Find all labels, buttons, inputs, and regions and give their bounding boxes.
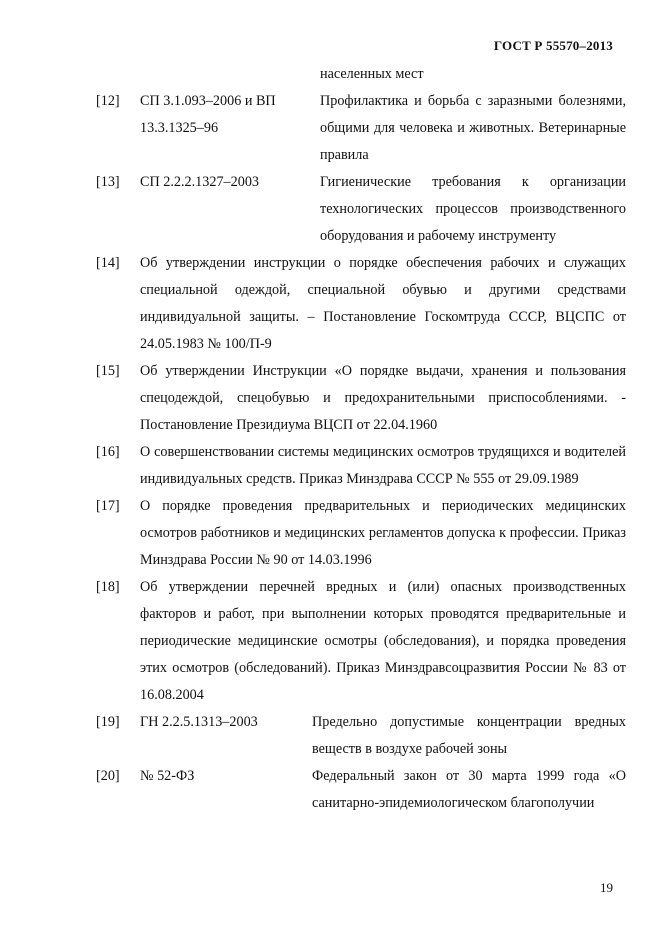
reference-entry-12 xyxy=(96,88,626,169)
reference-number: [14] xyxy=(96,255,120,271)
reference-number: [18] xyxy=(96,579,120,595)
reference-entry-14 xyxy=(96,250,626,358)
continued-title: населенных мест xyxy=(320,66,424,82)
document-header-code: ГОСТ Р 55570–2013 xyxy=(493,38,613,53)
reference-number: [16] xyxy=(96,444,120,460)
reference-title: Профилактика и борьба с заразными болезнями, общими для человека и животных. Ветеринарные правила xyxy=(320,93,626,163)
reference-text: Об утверждении Инструкции «О порядке выдачи, хранения и пользования спецодеждой, спецобувью и предохранительными приспособлениями. - Постановление Президиума ВЦСП от 22.04.1960 xyxy=(140,363,626,433)
reference-entry-17 xyxy=(96,493,626,574)
reference-number: [17] xyxy=(96,498,120,514)
reference-number: [19] xyxy=(96,714,120,730)
reference-title: Гигиенические требования к организации технологических процессов производственного оборудования и рабочему инструменту xyxy=(320,174,626,244)
reference-text: О совершенствовании системы медицинских осмотров трудящихся и водителей индивидуальных средств. Приказ Минздрава СССР № 555 от 29.09.1989 xyxy=(140,444,626,487)
reference-code: ГН 2.2.5.1313–2003 xyxy=(140,714,258,730)
reference-code: № 52-ФЗ xyxy=(140,768,195,784)
reference-code: СП 2.2.2.1327–2003 xyxy=(140,174,260,190)
reference-entry-20 xyxy=(96,763,626,817)
reference-code: СП 3.1.093–2006 и ВП 13.3.1325–96 xyxy=(140,93,276,136)
references-list xyxy=(96,61,626,817)
reference-title: Предельно допустимые концентрации вредных веществ в воздухе рабочей зоны xyxy=(312,714,626,757)
reference-text: Об утверждении перечней вредных и (или) опасных производственных факторов и работ, при выполнении которых проводятся предварительные и периодические медицинские осмотры (обследования), и порядка проведения этих осмотров (обследований). Приказ Минздравсоцразвития России № 83 от 16.08.2004 xyxy=(140,579,626,703)
reference-number: [12] xyxy=(96,93,120,109)
reference-entry-13 xyxy=(96,169,626,250)
reference-entry-16 xyxy=(96,439,626,493)
reference-entry-15 xyxy=(96,358,626,439)
reference-text: О порядке проведения предварительных и периодических медицинских осмотров работников и медицинских регламентов допуска к профессии. Приказ Минздрава России № 90 от 14.03.1996 xyxy=(140,498,626,568)
reference-title: Федеральный закон от 30 марта 1999 года «О санитарно-эпидемиологическом благополучии xyxy=(312,768,626,811)
page-number: 19 xyxy=(600,880,613,895)
reference-entry-19 xyxy=(96,709,626,763)
reference-text: Об утверждении инструкции о порядке обеспечения рабочих и служащих специальной одеждой, специальной обувью и другими средствами индивидуальной защиты. – Постановление Госкомтруда СССР, ВЦСПС от 24.05.1983 № 100/П-9 xyxy=(140,255,626,352)
reference-number: [15] xyxy=(96,363,120,379)
reference-entry-18 xyxy=(96,574,626,709)
reference-number: [20] xyxy=(96,768,120,784)
reference-number: [13] xyxy=(96,174,120,190)
